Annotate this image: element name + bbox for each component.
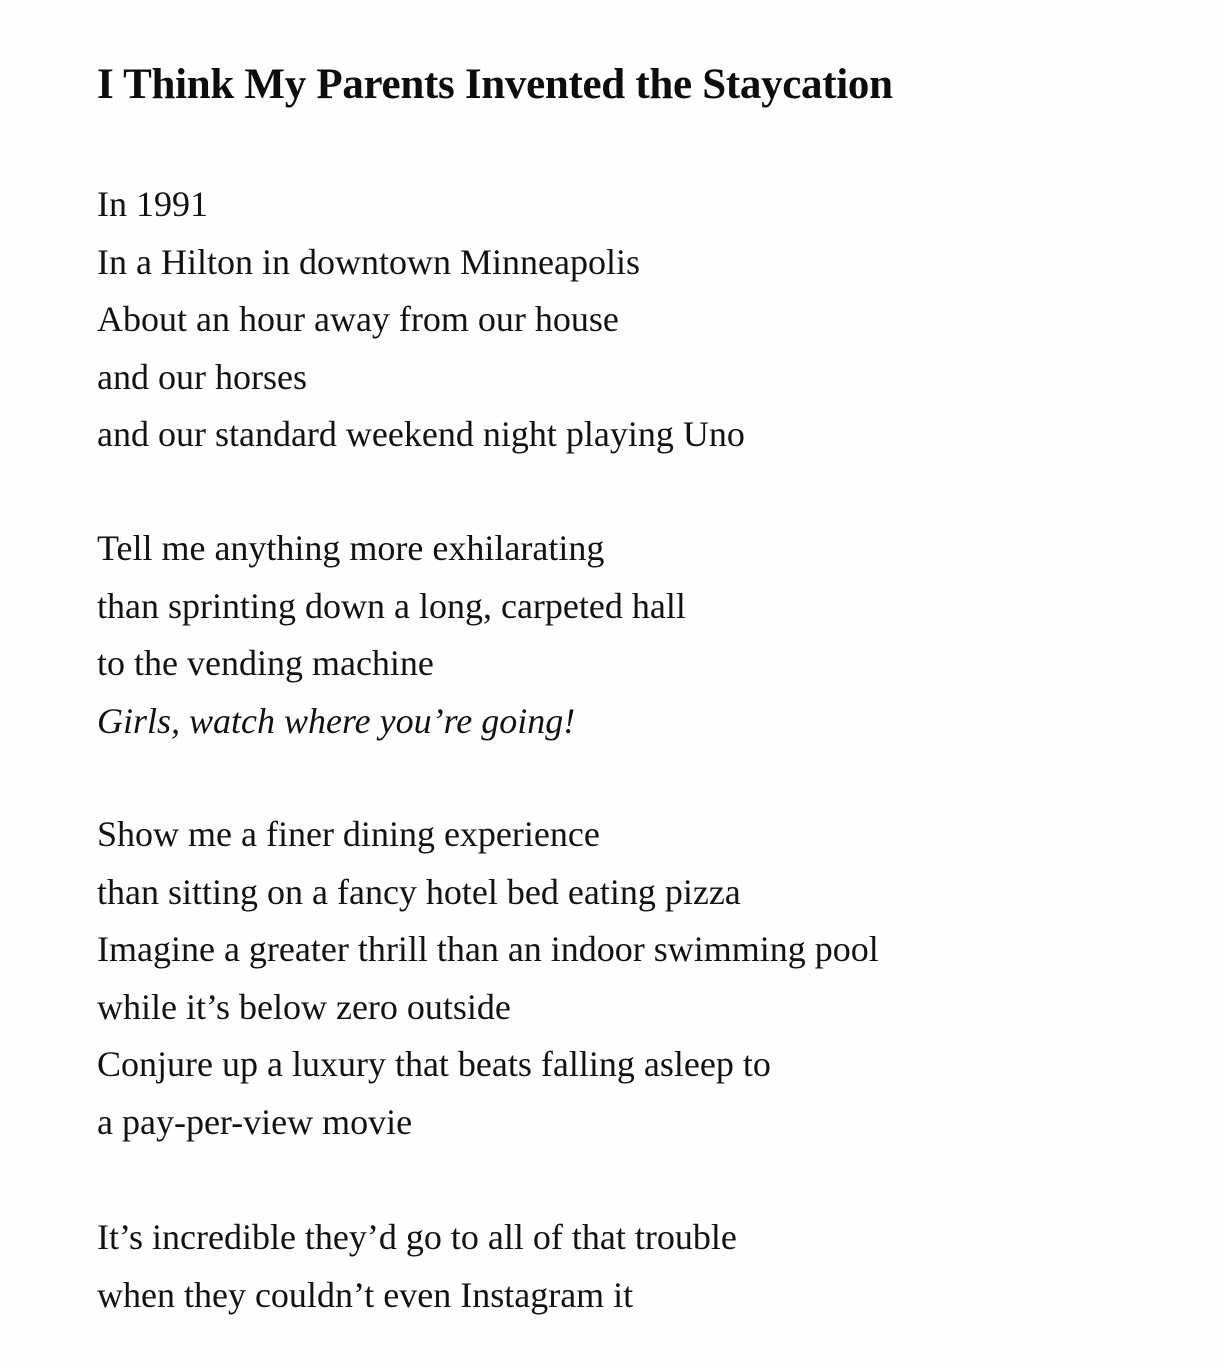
poem-line: than sitting on a fancy hotel bed eating pizza (97, 871, 741, 912)
stanza-2 (97, 520, 686, 750)
poem-line: when they couldn’t even Instagram it (97, 1274, 634, 1315)
poem-line: a pay-per-view movie (97, 1101, 413, 1142)
poem-line: while it’s below zero outside (97, 986, 511, 1027)
poem-line: In 1991 (97, 184, 208, 224)
poem-title: I Think My Parents Invented the Staycation (97, 61, 893, 108)
poem-line: than sprinting down a long, carpeted hall (97, 585, 686, 626)
poem-line: to the vending machine (97, 643, 434, 683)
poem-line: In a Hilton in downtown Minneapolis (97, 241, 640, 282)
poem-line: Imagine a greater thrill than an indoor swimming pool (97, 929, 879, 969)
poem-line: and our standard weekend night playing Uno (97, 414, 745, 454)
poem-line: It’s incredible they’d go to all of that trouble (97, 1217, 737, 1257)
stanza-3 (97, 806, 879, 1151)
poem-line: About an hour away from our house (97, 299, 619, 339)
poem-line-italic-quote: Girls, watch where you’re going! (97, 700, 576, 741)
poem-line: and our horses (97, 356, 307, 397)
poem-line: Tell me anything more exhilarating (97, 528, 605, 568)
poem-line: Show me a finer dining experience (97, 814, 600, 854)
stanza-1 (97, 176, 745, 464)
stanza-4 (97, 1209, 737, 1324)
poem-line: Conjure up a luxury that beats falling asleep to (97, 1044, 771, 1084)
